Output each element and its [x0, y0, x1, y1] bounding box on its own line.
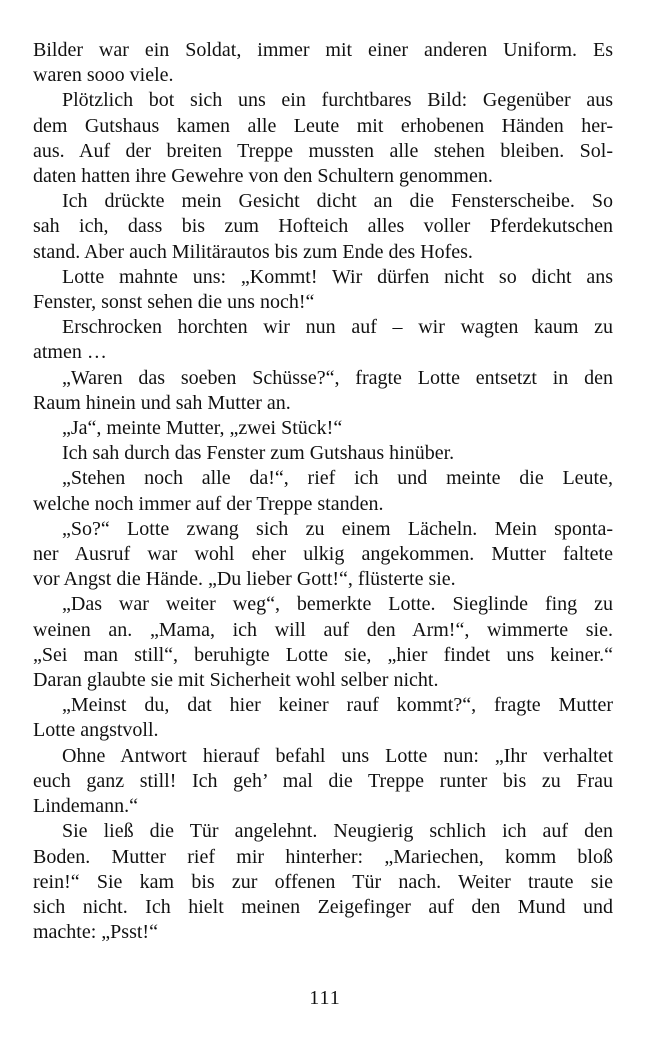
text-line: Fenster, sonst sehen die uns noch!“: [33, 291, 315, 314]
page-number: 111: [309, 987, 341, 1009]
text-line: atmen …: [33, 341, 107, 364]
text-line: „Ja“, meinte Mutter, „zwei Stück!“: [62, 417, 343, 440]
text-line: sah ich, dass bis zum Hofteich alles voller Pferdekutschen: [33, 215, 613, 238]
text-line: weinen an. „Mama, ich will auf den Arm!“, wimmerte sie.: [33, 618, 613, 641]
text-line: machte: „Psst!“: [33, 921, 158, 944]
text-line: Ich drückte mein Gesicht dicht an die Fensterscheibe. So: [62, 190, 613, 213]
text-line: Ich sah durch das Fenster zum Gutshaus hinüber.: [62, 442, 455, 465]
text-line: „Meinst du, dat hier keiner rauf kommt?“, fragte Mutter: [62, 694, 613, 717]
text-line: Ohne Antwort hierauf befahl uns Lotte nun: „Ihr verhaltet: [62, 744, 613, 767]
text-line: Raum hinein und sah Mutter an.: [33, 391, 291, 414]
text-line: daten hatten ihre Gewehre von den Schultern genommen.: [33, 165, 493, 188]
text-line: Sie ließ die Tür angelehnt. Neugierig schlich ich auf den: [62, 820, 613, 843]
text-line: Plötzlich bot sich uns ein furchtbares Bild: Gegenüber aus: [62, 89, 613, 112]
text-line: Erschrocken horchten wir nun auf – wir wagten kaum zu: [62, 316, 613, 339]
text-line: euch ganz still! Ich geh’ mal die Treppe runter bis zu Frau: [33, 769, 613, 792]
text-line: „Sei man still“, beruhigte Lotte sie, „hier findet uns keiner.“: [33, 643, 613, 666]
text-line: welche noch immer auf der Treppe standen.: [33, 492, 384, 515]
text-line: Lotte angstvoll.: [33, 719, 159, 742]
text-line: vor Angst die Hände. „Du lieber Gott!“, flüsterte sie.: [33, 568, 456, 591]
text-line: ner Ausruf war wohl eher ulkig angekommen. Mutter faltete: [33, 543, 613, 566]
text-line: dem Gutshaus kamen alle Leute mit erhobenen Händen her-: [33, 114, 613, 137]
text-line: „Das war weiter weg“, bemerkte Lotte. Sieglinde fing zu: [62, 593, 613, 616]
text-line: stand. Aber auch Militärautos bis zum Ende des Hofes.: [33, 240, 473, 263]
text-line: Boden. Mutter rief mir hinterher: „Mariechen, komm bloß: [33, 845, 613, 868]
text-line: „Stehen noch alle da!“, rief ich und meinte die Leute,: [62, 467, 613, 490]
text-line: „So?“ Lotte zwang sich zu einem Lächeln. Mein sponta-: [62, 517, 613, 540]
text-line: sich nicht. Ich hielt meinen Zeigefinger auf den Mund und: [33, 895, 613, 918]
text-line: Daran glaubte sie mit Sicherheit wohl selber nicht.: [33, 669, 439, 692]
text-line: „Waren das soeben Schüsse?“, fragte Lotte entsetzt in den: [62, 366, 613, 389]
text-line: waren sooo viele.: [33, 64, 174, 87]
body-text: [33, 38, 613, 945]
text-line: rein!“ Sie kam bis zur offenen Tür nach. Weiter traute sie: [33, 870, 613, 893]
text-line: aus. Auf der breiten Treppe mussten alle stehen bleiben. Sol-: [33, 139, 613, 162]
text-line: Lindemann.“: [33, 795, 138, 818]
text-line: Lotte mahnte uns: „Kommt! Wir dürfen nicht so dicht ans: [62, 265, 613, 288]
text-line: Bilder war ein Soldat, immer mit einer anderen Uniform. Es: [33, 39, 613, 61]
